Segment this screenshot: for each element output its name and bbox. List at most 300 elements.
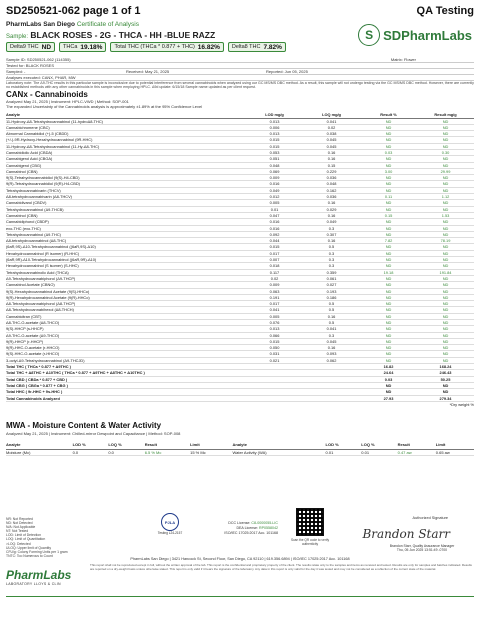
footer-disclaimer: This report shall not be reproduced except in full, without the written approval of the lab. This report is the confidential and proprietary property of the client. The results relate only to the samples and items as received and tested. Results are only for samples and batches indicated. Results are reported on a dry-weight basis unless otherwise stated. This report is only valid if it bears the signature of the laboratory. Any data in this report is only valid for the day it was tested and may not be considered as a reflection of the current state of the material.	[90, 563, 472, 571]
table-cell: ND	[360, 288, 417, 294]
summary-badge	[228, 42, 286, 52]
iso-accreditation: ISO/IEC 17025:2017 Acc. 101168	[224, 531, 278, 535]
analyte-name: 11-Hydroxy-Δ8-Tetrahydrocannabinol (11-hydroΔ8-THC)	[6, 118, 246, 124]
accreditation-seal	[150, 513, 190, 536]
lab-line	[6, 21, 139, 28]
table-cell: ND	[360, 156, 417, 162]
table-cell: 78.19	[417, 238, 474, 244]
table-cell: 0.47 aw	[398, 449, 436, 455]
legend-item: N/A: Not Applicable	[6, 525, 36, 530]
table-cell: ND	[360, 294, 417, 300]
dea-label: DEA License:	[236, 526, 259, 530]
table-cell: 6.5 % Mc	[145, 449, 190, 455]
table-cell: 0.049	[303, 219, 360, 225]
table-cell: ND	[417, 345, 474, 351]
table-cell: ND	[360, 187, 417, 193]
table-cell: ND	[360, 275, 417, 281]
table-cell: 279.34	[417, 395, 474, 401]
table-cell: 0.65 aw	[436, 449, 474, 455]
table-cell: 0.062	[303, 357, 360, 363]
canx-uncertainty: The expanded Uncertainty of the Cannabinoids analysis is approximately ±1.89% at the 95% Confidence Level	[6, 104, 203, 109]
badge-value: ND	[41, 43, 52, 51]
reported: Reported: Jun 05, 2025	[266, 69, 308, 74]
total-label: Total HHC ( 9r-HHC + 9s-HHC )	[6, 389, 246, 395]
table-cell: ND	[417, 118, 474, 124]
table-cell: 0.3	[303, 263, 360, 269]
table-cell: 0.015	[246, 143, 303, 149]
column-header: LOQ %	[361, 441, 397, 449]
badge-label: THCa	[63, 44, 78, 50]
sample-line	[6, 30, 215, 40]
table-cell: 0.045	[303, 338, 360, 344]
table-cell: 0.01	[361, 449, 397, 455]
table-cell: ND	[360, 181, 417, 187]
column-header: Result	[398, 441, 436, 449]
table-cell: ND	[360, 320, 417, 326]
table-cell: 0.02	[246, 275, 303, 281]
analyte-name: Cannabigerol Acid (CBGA)	[6, 156, 246, 162]
table-cell: ND	[417, 250, 474, 256]
total-label: Total Cannabinoids Analyzed	[6, 395, 246, 401]
analyte-name: (+/-)-9R-Hydroxy-Hexahydrocannabinol (9R-HHC)	[6, 137, 246, 143]
summary-badges	[6, 42, 286, 52]
table-cell: ND	[417, 162, 474, 168]
table-cell: ND	[360, 124, 417, 130]
table-cell: ND	[417, 275, 474, 281]
dcc-label: DCC License:	[228, 521, 251, 525]
cannabinoid-table	[6, 111, 474, 407]
seal-caption: Testing L24-2157	[157, 531, 183, 535]
table-cell: ND	[417, 225, 474, 231]
table-cell: ND	[360, 332, 417, 338]
table-cell: ND	[417, 313, 474, 319]
table-cell: ND	[360, 225, 417, 231]
column-header: LOD %	[73, 441, 109, 449]
analyte-name: 9(S)-Tetrahydrocannabidiol (9(S)-H4-CBD)	[6, 175, 246, 181]
column-header: Analyte	[6, 111, 246, 118]
table-cell: 0.017	[246, 301, 303, 307]
table-cell: 0.013	[246, 326, 303, 332]
table-cell: 0.0	[108, 449, 144, 455]
table-cell: ND	[360, 382, 417, 388]
analyte-name: 9(R)-HHC-O-acetate (r-HHCO)	[6, 345, 246, 351]
column-header: LOD %	[326, 441, 362, 449]
badge-value: 19.18%	[80, 43, 103, 51]
table-cell: 0.017	[246, 250, 303, 256]
report-title: SD250521-062 page 1 of 1	[6, 5, 141, 17]
badge-label: Delta8 THC	[231, 44, 261, 50]
column-header: LOD mg/g	[246, 111, 303, 118]
table-cell: 0.027	[303, 282, 360, 288]
table-cell: 0.066	[246, 332, 303, 338]
table-cell: 0.016	[246, 225, 303, 231]
analyte-name: Cannabidiolic Acid (CBDA)	[6, 149, 246, 155]
logo-text: SDPharmLabs	[383, 27, 472, 43]
table-cell: 0.063	[246, 288, 303, 294]
table-cell: ND	[417, 382, 474, 388]
table-cell: ND	[417, 206, 474, 212]
table-cell: 0.048	[303, 181, 360, 187]
table-cell: 0.015	[246, 137, 303, 143]
table-cell: ND	[417, 175, 474, 181]
column-header: Result %	[360, 111, 417, 118]
laboratory-note: Laboratory note: The Δ9-THC results in this particular sample is inconclusive due to potential interference from several cannabinoids when analyzed using our GC MS/MS DBC method. As a result, this sample will not undergo testing via the GC MS/MS DBC method. However, there are currently no established methods with any other cannabinoids in this sample when employing HPLC. Δ9d update: 6/15/18 Sample name updated as per client request.	[6, 81, 474, 90]
title-bar	[6, 4, 474, 18]
table-cell: ND	[360, 250, 417, 256]
table-cell: 0.041	[303, 118, 360, 124]
table-cell: 0.092	[246, 231, 303, 237]
table-cell: ND	[360, 357, 417, 363]
table-cell: ND	[417, 131, 474, 137]
table-cell: 0.007	[246, 257, 303, 263]
table-cell: 0.191	[246, 294, 303, 300]
table-cell: 0.16	[303, 212, 360, 218]
table-cell: 0.047	[246, 212, 303, 218]
analyte-name: Tetrahydrocannabinolic Acid (THCA)	[6, 269, 246, 275]
analyte-name: 9(R)-HHCP (r-HHCP)	[6, 338, 246, 344]
table-cell: 3.00	[360, 168, 417, 174]
analyte-name: Cannabicitran (CBT)	[6, 313, 246, 319]
table-cell: 0.16	[303, 238, 360, 244]
qr-code-icon[interactable]	[296, 508, 324, 536]
table-cell: 1.53	[417, 212, 474, 218]
table-cell: 0.076	[246, 320, 303, 326]
analyte-name: Tetrahydrocannabinol (Δ9-THC)	[6, 231, 246, 237]
table-cell: ND	[360, 143, 417, 149]
unit-note-row	[6, 401, 474, 407]
analyte-name: 9(S)-Hexahydrocannabinol Acetate (9(S)-HHCo)	[6, 288, 246, 294]
table-cell: 0.3	[303, 225, 360, 231]
table-cell: ND	[360, 282, 417, 288]
table-cell: 0.16	[303, 156, 360, 162]
table-cell: 0.5	[303, 301, 360, 307]
dcc-license: C8-0000055-LIC	[251, 521, 278, 525]
table-cell: 27.93	[360, 395, 417, 401]
matrix: Matrix: Flower	[390, 57, 416, 62]
analyte-name: Δ8-THC-O-acetate (Δ8-THCO)	[6, 320, 246, 326]
table-cell: 0.015	[246, 338, 303, 344]
sample-name: BLACK ROSES - 2G - THCA - HH -BLUE RAZZ	[30, 30, 216, 40]
analyte-name: 9(S)-HHCP (s-HHCP)	[6, 326, 246, 332]
total-label: Total CBG ( CBGa * 0.877 + CBG )	[6, 382, 246, 388]
table-cell: 0.044	[246, 238, 303, 244]
table-cell: ND	[360, 351, 417, 357]
dea-license: RP0558042	[259, 526, 278, 530]
table-cell: ND	[417, 301, 474, 307]
analyte-name: Δ8-Tetrahydrocannabiphorol (Δ8-THCP)	[6, 301, 246, 307]
badge-label: Delta9 THC	[10, 44, 39, 50]
table-cell: 0.15	[360, 212, 417, 218]
table-cell: 0.005	[246, 313, 303, 319]
table-cell: ND	[417, 137, 474, 143]
qr-caption: Scan the QR code to verify authenticity	[290, 538, 330, 546]
table-cell: ND	[417, 244, 474, 250]
table-cell: 0.016	[246, 219, 303, 225]
column-header: Limit	[190, 441, 232, 449]
analyte-name: Abnormal Cannabidiol (+)-5 (CBDD)	[6, 131, 246, 137]
analyte-name: 9(S)-HHC-O-acetate (r-HHCO)	[6, 351, 246, 357]
table-cell: ND	[360, 389, 417, 395]
licenses	[200, 521, 278, 536]
table-cell: 0.051	[246, 156, 303, 162]
table-cell: 0.061	[303, 275, 360, 281]
table-cell: 0.3	[303, 332, 360, 338]
summary-badge	[6, 42, 55, 52]
legend-item: LOD: Limit of Detection	[6, 533, 42, 538]
table-cell: ND	[417, 320, 474, 326]
table-cell: 0.01	[246, 206, 303, 212]
table-cell: ND	[417, 124, 474, 130]
summary-badge	[110, 42, 223, 52]
sampled: Sampled: -	[6, 69, 26, 74]
footer-address: PharmLabs San Diego | 3421 Hancock St, Second Floor, San Diego, CA 92110 | 619.356.6894 | ISO/IEC 17025:2017 Acc. 101168	[130, 557, 350, 561]
table-cell: ND	[360, 326, 417, 332]
analyses: Analyses executed: CANX, PHAR, MW	[6, 75, 76, 80]
table-cell: ND	[360, 118, 417, 124]
table-cell: 29.99	[417, 168, 474, 174]
pharmlabs-wordmark: PharmLabs	[6, 568, 72, 582]
table-cell: 0.093	[303, 351, 360, 357]
table-cell: ND	[360, 231, 417, 237]
table-cell: 0.041	[303, 326, 360, 332]
table-cell: 0.307	[303, 231, 360, 237]
table-cell: ND	[360, 301, 417, 307]
table-cell: ND	[360, 175, 417, 181]
total-label: Total THC ( THCa * 0.877 + Δ9THC )	[6, 364, 246, 370]
table-cell: 0.186	[303, 294, 360, 300]
table-cell: 16.82	[360, 364, 417, 370]
table-cell: 19.18	[360, 269, 417, 275]
table-cell: ND	[417, 338, 474, 344]
table-cell: 0.16	[303, 345, 360, 351]
table-cell: 0.016	[246, 181, 303, 187]
table-cell: ND	[417, 332, 474, 338]
analyte-name: Cannabidiphorol (CBDP)	[6, 219, 246, 225]
table-cell: ND	[417, 282, 474, 288]
table-cell: 0.038	[303, 131, 360, 137]
signature-label: Authorized Signature	[412, 516, 448, 520]
table-cell: ND	[360, 219, 417, 225]
table-cell: Water Activity (WA)	[232, 449, 325, 455]
table-cell: ND	[360, 206, 417, 212]
summary-badge	[59, 42, 106, 52]
analyte-name: Cannabinol (CBN)	[6, 212, 246, 218]
column-header: Analyte	[6, 441, 73, 449]
analyte-name: Cannabichromene (CBC)	[6, 124, 246, 130]
table-cell: ND	[360, 244, 417, 250]
table-cell: 0.053	[246, 149, 303, 155]
table-cell: ND	[417, 143, 474, 149]
abbreviation-legend	[6, 517, 96, 558]
table-cell: 0.5	[303, 320, 360, 326]
unit-note: *Dry weight %	[449, 401, 474, 407]
moisture-table	[6, 441, 474, 456]
table-cell: Moisture (Mc)	[6, 449, 73, 455]
table-cell: 0.006	[246, 124, 303, 130]
mw-title: MWA - Moisture Content & Water Activity	[6, 421, 162, 430]
total-label: Total THC + Δ8THC + Δ10THC ( THCa * 0.877 + Δ9THC + Δ8THC + Δ10THC )	[6, 370, 246, 376]
table-cell: 0.3	[303, 250, 360, 256]
analyte-name: 11-Hydroxy-Δ8-Tetrahydrocannabinol (11-Hy-Δ8-THC)	[6, 143, 246, 149]
table-cell: ND	[360, 345, 417, 351]
column-header: Result	[145, 441, 190, 449]
legend-item: TNTC: Too Numerous to Count	[6, 553, 53, 558]
legend-item: CFU/g: Colony Forming Units per 1 gram	[6, 549, 68, 554]
signer	[382, 544, 462, 552]
analyte-name: Δ9-Tetrahydrocannabiphorol (Δ9-THCP)	[6, 275, 246, 281]
table-cell: 246.43	[417, 370, 474, 376]
table-row	[6, 449, 474, 455]
table-cell: 0.036	[303, 194, 360, 200]
analyte-name: 9(R)-Tetrahydrocannabidiol (9(R)-H4-CBD)	[6, 181, 246, 187]
table-cell: ND	[417, 200, 474, 206]
table-cell: 0.5	[303, 307, 360, 313]
received: Received: May 21, 2025	[126, 69, 170, 74]
table-cell: ND	[360, 313, 417, 319]
signed-date: Thu, 05 Jun 2025 13:51:49 -0700	[396, 548, 448, 552]
doc-type: Certificate of Analysis	[76, 21, 139, 28]
table-cell: 0.11	[360, 194, 417, 200]
table-cell: ND	[360, 131, 417, 137]
canx-method: Analyzed May 21, 2025 | Instrument: HPLC-VWD | Method: SOP-001	[6, 99, 129, 104]
table-cell: 0.050	[246, 345, 303, 351]
table-cell: ND	[360, 200, 417, 206]
sdpharmlabs-logo	[358, 24, 472, 46]
analyte-name: Δ8-tetrahydrocannabivarin (Δ8-THCV)	[6, 194, 246, 200]
table-cell: ND	[417, 288, 474, 294]
analyte-name: Δ8-Tetrahydrocannabihexol (Δ8-THCH)	[6, 307, 246, 313]
analyte-name: Δ9-THC-O-acetate (Δ9-THCO)	[6, 332, 246, 338]
badge-value: 7.82%	[263, 43, 282, 51]
table-cell: 0.036	[303, 175, 360, 181]
qa-testing-label: QA Testing	[416, 5, 474, 17]
signer-name: Brandon Starr, Quality Assurance Manager	[389, 544, 455, 548]
lab-name: PharmLabs San Diego	[6, 21, 75, 28]
column-header: LOQ %	[108, 441, 144, 449]
table-cell: ND	[417, 231, 474, 237]
analyte-name: 3-octyl-Δ9-Tetrahydrocannabinol (Δ9-THCJD)	[6, 357, 246, 363]
table-cell: 0.005	[246, 200, 303, 206]
table-cell: 0.009	[246, 282, 303, 288]
table-cell: 0.045	[303, 137, 360, 143]
table-cell: 0.009	[246, 175, 303, 181]
legend-item: ULOQ: Upper limit of Quantity	[6, 545, 52, 550]
sample-id: Sample ID: SD250521-062 (114355)	[6, 57, 71, 62]
table-cell: 0.16	[303, 200, 360, 206]
analyte-name: exo-THC (exo-THC)	[6, 225, 246, 231]
table-cell: ND	[417, 389, 474, 395]
column-header: Limit	[436, 441, 474, 449]
table-cell: ND	[360, 307, 417, 313]
badge-value: 16.82%	[197, 43, 220, 51]
leaf-logo-icon: S	[358, 24, 380, 46]
pharmlabs-logo	[6, 568, 71, 586]
analyte-name: Cannabinol (CBN)	[6, 168, 246, 174]
table-cell: ND	[417, 156, 474, 162]
analyte-name: Hexahydrocannabinol (S isomer) (S-HHC)	[6, 263, 246, 269]
analyte-name: Hexahydrocannabinol (R isomer) (R-HHC)	[6, 250, 246, 256]
table-cell: ND	[417, 326, 474, 332]
table-cell: 0.02	[303, 124, 360, 130]
table-cell: 0.162	[303, 187, 360, 193]
table-cell: ND	[417, 181, 474, 187]
table-cell: 0.013	[246, 118, 303, 124]
signature: Brandon Starr	[362, 527, 450, 541]
table-cell: 0.018	[246, 263, 303, 269]
table-cell: 0.015	[246, 244, 303, 250]
table-cell: 0.359	[303, 269, 360, 275]
table-cell: 1.12	[417, 194, 474, 200]
table-cell: 24.64	[360, 370, 417, 376]
table-cell: 0.03	[360, 149, 417, 155]
table-cell: 0.16	[303, 149, 360, 155]
table-cell: ND	[360, 338, 417, 344]
table-cell: 0.117	[246, 269, 303, 275]
legend-item: NT: Not Tested	[6, 529, 29, 534]
analyte-name: Cannabidivarol (CBDV)	[6, 200, 246, 206]
legend-item: LOQ: Limit of Quantitation	[6, 537, 46, 542]
sample-meta	[6, 57, 474, 81]
table-cell: ND	[417, 263, 474, 269]
analyte-name: Cannabigerol (CBG)	[6, 162, 246, 168]
analyte-name: Δ8-tetrahydrocannabinol (Δ8-THC)	[6, 238, 246, 244]
table-cell: 0.229	[303, 168, 360, 174]
table-cell: 0.069	[246, 168, 303, 174]
mw-method: Analyzed May 21, 2025 | Instrument: Chilled-mirror Dewpoint and Capacitance | Method: SOP-008	[6, 431, 181, 436]
pharmlabs-tagline: LABORATORY LLOYS & CLIN	[6, 582, 61, 586]
analyte-name: 9(R)-Hexahydrocannabinol Acetate (9(R)-HHCo)	[6, 294, 246, 300]
table-cell: 0.041	[246, 307, 303, 313]
table-cell: ND	[417, 294, 474, 300]
table-cell: 7.82	[360, 238, 417, 244]
table-cell: ND	[417, 219, 474, 225]
tested-for: Tested for: BLACK ROSES	[6, 63, 55, 68]
legend-item: >LOQ: Detected	[6, 541, 31, 546]
table-cell: 0.045	[303, 143, 360, 149]
table-cell: 0.031	[246, 351, 303, 357]
table-header	[6, 111, 474, 118]
table-cell: ND	[360, 257, 417, 263]
sample-label: Sample:	[6, 34, 29, 40]
table-cell: 0.3	[303, 257, 360, 263]
table-cell: 0.15	[303, 162, 360, 168]
table-cell: ND	[360, 162, 417, 168]
column-header: LOQ mg/g	[303, 111, 360, 118]
table-cell: 0.193	[303, 288, 360, 294]
table-cell: ND	[417, 351, 474, 357]
table-cell: 0.049	[246, 187, 303, 193]
table-cell: ND	[417, 307, 474, 313]
table-header	[6, 441, 474, 449]
table-cell: 191.84	[417, 269, 474, 275]
analyte-name: Tetrahydrocannabinol (Δ9-THCB)	[6, 206, 246, 212]
table-cell: 0.0	[73, 449, 109, 455]
legend-item: ND: Not Detected	[6, 521, 33, 526]
table-cell: 0.029	[303, 206, 360, 212]
column-header: Analyte	[232, 441, 325, 449]
table-cell: 0.048	[246, 162, 303, 168]
analyte-name: (6aR,9R)-Δ10-Tetrahydrocannabinol ((6aR,9R)-Δ10)	[6, 257, 246, 263]
legend-item: NR: Not Reported	[6, 517, 33, 521]
analyte-name: Cannabinol Acetate (CBNO)	[6, 282, 246, 288]
table-cell: ND	[360, 263, 417, 269]
table-cell: 0.5	[303, 244, 360, 250]
table-cell: ND	[417, 187, 474, 193]
table-cell: 0.013	[246, 131, 303, 137]
table-cell: 168.24	[417, 364, 474, 370]
table-cell: 0.012	[246, 194, 303, 200]
footer-divider	[6, 596, 474, 597]
